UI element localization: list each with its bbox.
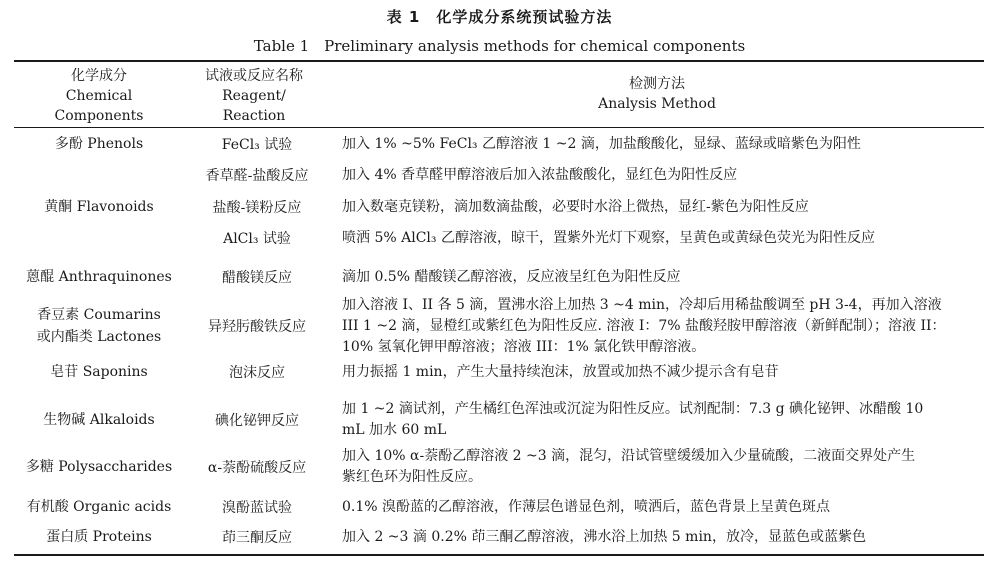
row-method: 加入数毫克镁粉，滴加数滴盐酸，必要时水浴上微热，显红-紫色为阳性反应 — [342, 198, 809, 215]
header-method — [330, 74, 984, 114]
row-method — [342, 398, 980, 442]
row-method-line: 紫红色环为阳性反应。 — [342, 469, 482, 485]
row-method: 用力振摇 1 min，产生大量持续泡沫，放置或加热不减少提示含有皂苷 — [342, 363, 779, 380]
row-reagent: 茚三酮反应 — [222, 530, 292, 546]
header-component-en1: Chemical — [65, 88, 133, 104]
row-method: 滴加 0.5% 醋酸镁乙醇溶液，反应液呈红色为阳性反应 — [342, 268, 681, 285]
row-component: 黄酮 Flavonoids — [44, 199, 154, 215]
table-row — [14, 225, 984, 251]
row-component: 多糖 Polysaccharides — [25, 459, 173, 475]
table-row — [14, 398, 984, 442]
row-method-line: 加入 10% α-萘酚乙醇溶液 2 ~3 滴，混匀，沿试管壁缓缓加入少量硫酸，二液面交界处产生 — [342, 448, 916, 464]
table-row — [14, 294, 984, 358]
table-row — [14, 131, 984, 157]
row-method: 0.1% 溴酚蓝的乙醇溶液，作薄层色谱显色剂，喷洒后，蓝色背景上呈黄色斑点 — [342, 498, 831, 515]
table-row — [14, 264, 984, 290]
header-reagent-en1: Reagent/ — [222, 88, 286, 104]
table-row — [14, 359, 984, 385]
row-component: 蛋白质 Proteins — [46, 529, 152, 545]
row-reagent: 盐酸-镁粉反应 — [212, 200, 302, 216]
row-component — [14, 294, 184, 358]
row-component: 蒽醌 Anthraquinones — [26, 269, 172, 285]
table-caption-en: Table 1 Preliminary analysis methods for chemical components — [253, 37, 746, 55]
row-reagent: 碘化铋钾反应 — [215, 413, 299, 429]
header-reagent-zh: 试液或反应名称 — [205, 68, 303, 84]
row-component: 生物碱 Alkaloids — [43, 412, 155, 428]
table-row — [14, 445, 984, 489]
row-reagent: α-萘酚硫酸反应 — [207, 460, 307, 476]
row-reagent: 泡沫反应 — [229, 365, 285, 381]
table-row — [14, 494, 984, 520]
row-component: 有机酸 Organic acids — [26, 499, 172, 515]
row-component-line: 或内酯类 Lactones — [36, 329, 162, 345]
table-top-rule — [14, 60, 984, 62]
row-reagent: 异羟肟酸铁反应 — [208, 319, 306, 335]
table-bottom-rule — [14, 554, 984, 556]
row-method — [342, 445, 980, 489]
header-component — [14, 66, 184, 126]
table-row — [14, 162, 984, 188]
row-component: 多酚 Phenols — [54, 136, 144, 152]
row-method-line: 加 1 ~2 滴试剂，产生橘红色浑浊或沉淀为阳性反应。试剂配制：7.3 g 碘化铋钾、冰醋酸 10 — [342, 401, 924, 417]
header-reagent-en2: Reaction — [222, 108, 286, 124]
table-row — [14, 194, 984, 220]
header-reagent — [184, 66, 324, 126]
table-header-rule — [14, 127, 984, 128]
header-component-zh: 化学成分 — [71, 68, 127, 84]
row-method: 加入 1% ~5% FeCl₃ 乙醇溶液 1 ~2 滴，加盐酸酸化，显绿、蓝绿或暗紫色为阳性 — [342, 135, 861, 152]
header-method-zh: 检测方法 — [629, 76, 685, 92]
row-method — [342, 294, 980, 358]
header-method-en: Analysis Method — [598, 96, 716, 112]
row-component: 皂苷 Saponins — [50, 364, 148, 380]
table-row — [14, 524, 984, 550]
row-component-line: 香豆素 Coumarins — [37, 307, 161, 323]
row-reagent: 溴酚蓝试验 — [222, 500, 292, 516]
row-method-line: mL 加水 60 mL — [342, 422, 447, 438]
row-method-line: 加入溶液 I、II 各 5 滴，置沸水浴上加热 3 ~4 min，冷却后用稀盐酸调至 pH 3-4，再加入溶液 — [342, 296, 942, 313]
row-method: 加入 2 ~3 滴 0.2% 茚三酮乙醇溶液，沸水浴上加热 5 min，放冷，显蓝色或蓝紫色 — [342, 528, 866, 545]
row-reagent: 香草醛-盐酸反应 — [205, 168, 309, 184]
row-reagent: FeCl₃ 试验 — [221, 137, 293, 153]
row-method-line: 10% 氢氧化钾甲醇溶液；溶液 III：1% 氯化铁甲醇溶液。 — [342, 338, 706, 355]
row-method: 加入 4% 香草醛甲醇溶液后加入浓盐酸酸化，显红色为阳性反应 — [342, 166, 738, 183]
header-component-en2: Components — [54, 108, 144, 124]
row-method-line: III 1 ~2 滴，显橙红或紫红色为阳性反应. 溶液 I：7% 盐酸羟胺甲醇溶液（新鲜配制）；溶液 II： — [342, 317, 946, 334]
row-reagent: AlCl₃ 试验 — [223, 231, 291, 247]
table-caption-zh: 表 1 化学成分系统预试验方法 — [386, 8, 613, 26]
row-reagent: 醋酸镁反应 — [222, 270, 292, 286]
row-method: 喷洒 5% AlCl₃ 乙醇溶液，晾干，置紫外光灯下观察，呈黄色或黄绿色荧光为阳性反应 — [342, 229, 875, 246]
